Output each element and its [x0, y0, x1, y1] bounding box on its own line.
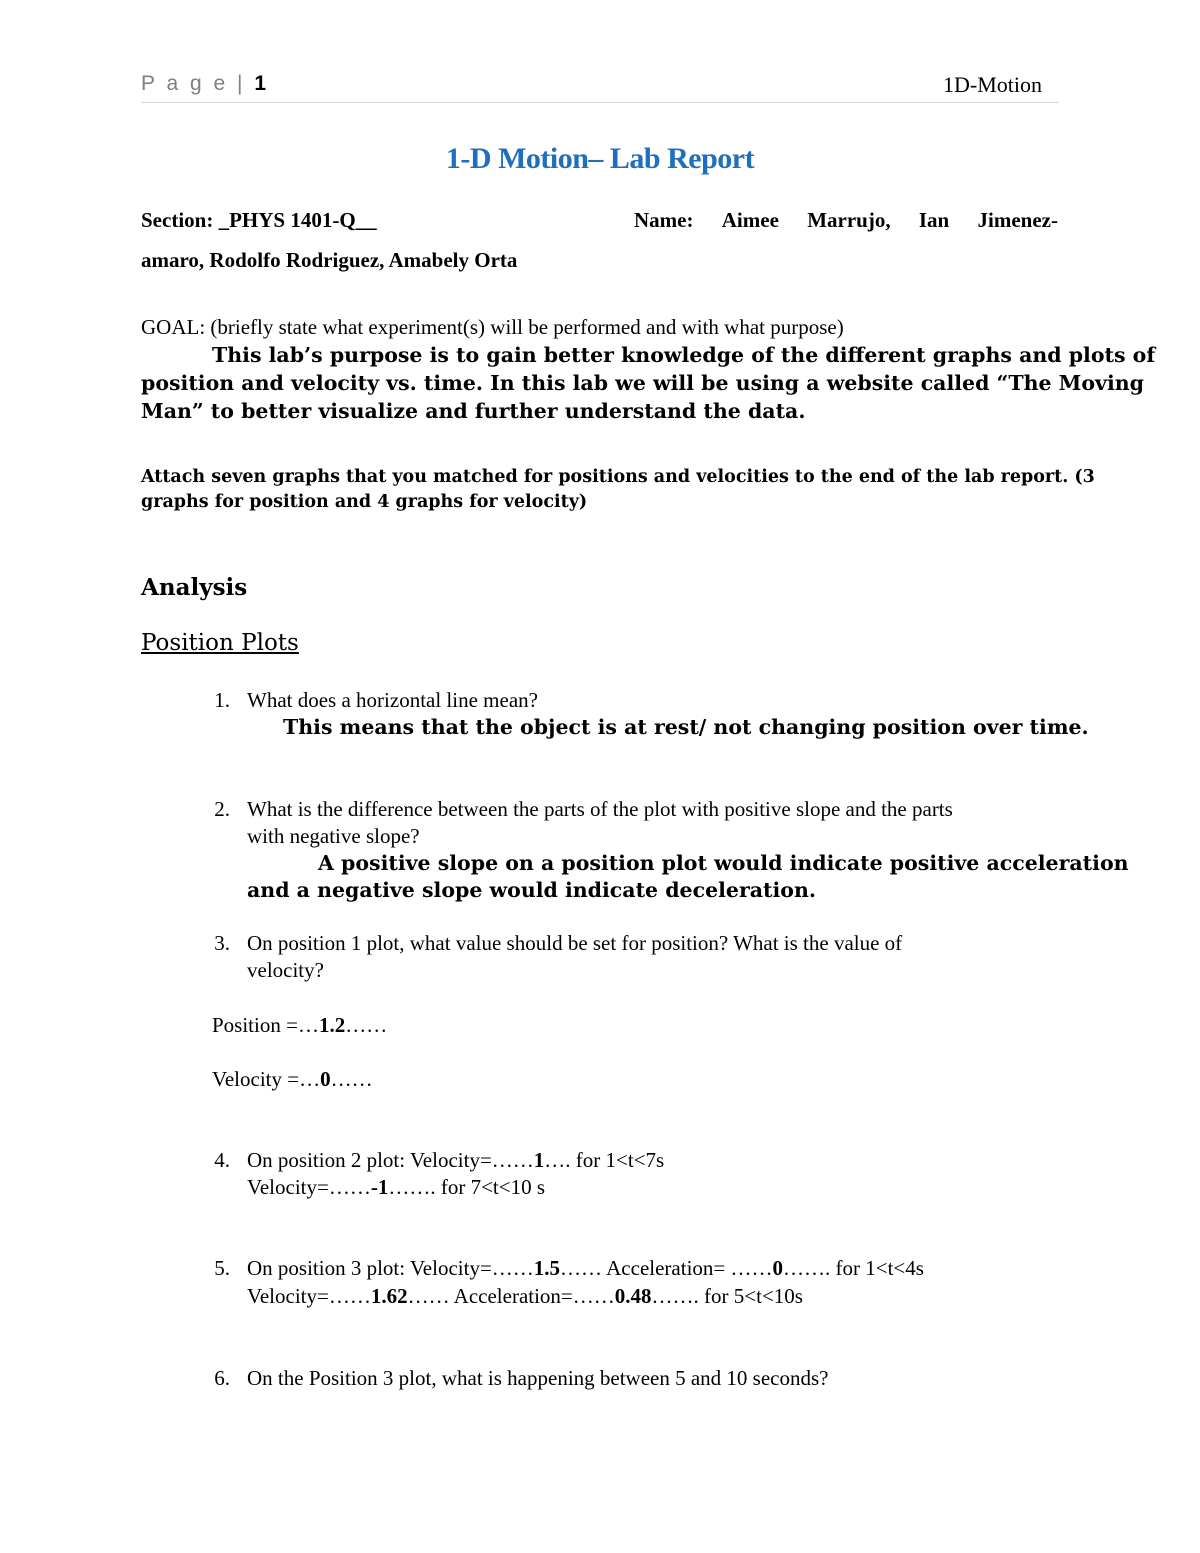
name-word: Ian [918, 208, 950, 232]
question-4-line-2 [247, 1175, 545, 1200]
q4-l2-value: -1 [370, 1175, 389, 1199]
doc-label: 1D-Motion [943, 72, 1042, 97]
velocity-value: 0 [320, 1067, 331, 1091]
q5-l2-velocity: 1.62 [370, 1284, 408, 1308]
question-number: 4. [214, 1148, 230, 1172]
position-plots-heading: Position Plots [141, 630, 299, 656]
question-5-line-1 [247, 1256, 924, 1281]
q5-l2-c: ……. for 5<t<10s [651, 1284, 803, 1308]
question-number: 1. [214, 688, 230, 712]
q4-l2-prefix: Velocity=…… [247, 1175, 371, 1199]
question-number: 3. [214, 931, 230, 955]
goal-answer-line-1: This lab’s purpose is to gain better knowledge of the different graphs and plots of [212, 343, 1156, 367]
q5-l1-b: …… Acceleration= …… [560, 1256, 773, 1280]
q5-l2-a: Velocity=…… [247, 1284, 371, 1308]
q5-l1-velocity: 1.5 [533, 1256, 561, 1280]
name-line-1 [634, 208, 1058, 233]
question-4-line-1 [247, 1148, 664, 1173]
question-2-answer-line-1: A positive slope on a position plot would indicate positive acceleration [318, 851, 1129, 875]
name-line-2: amaro, Rodolfo Rodriguez, Amabely Orta [141, 248, 518, 272]
position-value: 1.2 [318, 1013, 346, 1037]
position-prefix: Position =… [212, 1013, 319, 1037]
page-label: P a g e | [141, 72, 246, 95]
question-6-text: On the Position 3 plot, what is happening between 5 and 10 seconds? [247, 1366, 829, 1390]
goal-answer-line-2: position and velocity vs. time. In this lab we will be using a website called “The Moving [141, 371, 1144, 395]
q5-l1-c: ……. for 1<t<4s [783, 1256, 924, 1280]
question-2-text-line-1: What is the difference between the parts of the plot with positive slope and the parts [247, 797, 953, 821]
page-header-label [141, 72, 266, 96]
header-divider [141, 102, 1059, 103]
section-label: Section: _PHYS 1401-Q__ [141, 208, 377, 232]
velocity-prefix: Velocity =… [212, 1067, 321, 1091]
q5-l2-b: …… Acceleration=…… [407, 1284, 615, 1308]
name-word: Name: [634, 208, 694, 232]
position-answer-line [212, 1013, 387, 1038]
question-1-answer: This means that the object is at rest/ not changing position over time. [283, 715, 1089, 739]
page-title: 1-D Motion– Lab Report [445, 142, 755, 175]
q4-l1-value: 1 [533, 1148, 545, 1172]
question-3-text-line-2: velocity? [247, 958, 324, 982]
attach-line-1: Attach seven graphs that you matched for positions and velocities to the end of the lab report. (3 [141, 467, 1095, 487]
q5-l1-a: On position 3 plot: Velocity=…… [247, 1256, 534, 1280]
q4-l1-suffix: …. for 1<t<7s [544, 1148, 665, 1172]
velocity-suffix: …… [330, 1067, 373, 1091]
velocity-answer-line [212, 1067, 373, 1092]
question-3-text-line-1: On position 1 plot, what value should be set for position? What is the value of [247, 931, 903, 955]
q4-l1-prefix: On position 2 plot: Velocity=…… [247, 1148, 534, 1172]
question-number: 6. [214, 1366, 230, 1390]
goal-prompt: GOAL: (briefly state what experiment(s) will be performed and with what purpose) [141, 315, 844, 339]
page-number: 1 [254, 72, 266, 95]
attach-line-2: graphs for position and 4 graphs for velocity) [141, 492, 588, 512]
question-2-text-line-2: with negative slope? [247, 824, 420, 848]
q5-l1-acceleration: 0 [772, 1256, 783, 1280]
name-word: Marrujo, [807, 208, 891, 232]
name-word: Jimenez- [977, 208, 1058, 232]
q4-l2-suffix: ……. for 7<t<10 s [388, 1175, 546, 1199]
name-word: Aimee [721, 208, 779, 232]
goal-answer-line-3: Man” to better visualize and further understand the data. [141, 399, 806, 423]
analysis-heading: Analysis [141, 574, 248, 601]
question-2-answer-line-2: and a negative slope would indicate deceleration. [247, 878, 817, 902]
question-number: 5. [214, 1256, 230, 1280]
position-suffix: …… [345, 1013, 388, 1037]
q5-l2-acceleration: 0.48 [614, 1284, 652, 1308]
question-5-line-2 [247, 1284, 803, 1309]
question-number: 2. [214, 797, 230, 821]
question-1-text: What does a horizontal line mean? [247, 688, 538, 712]
